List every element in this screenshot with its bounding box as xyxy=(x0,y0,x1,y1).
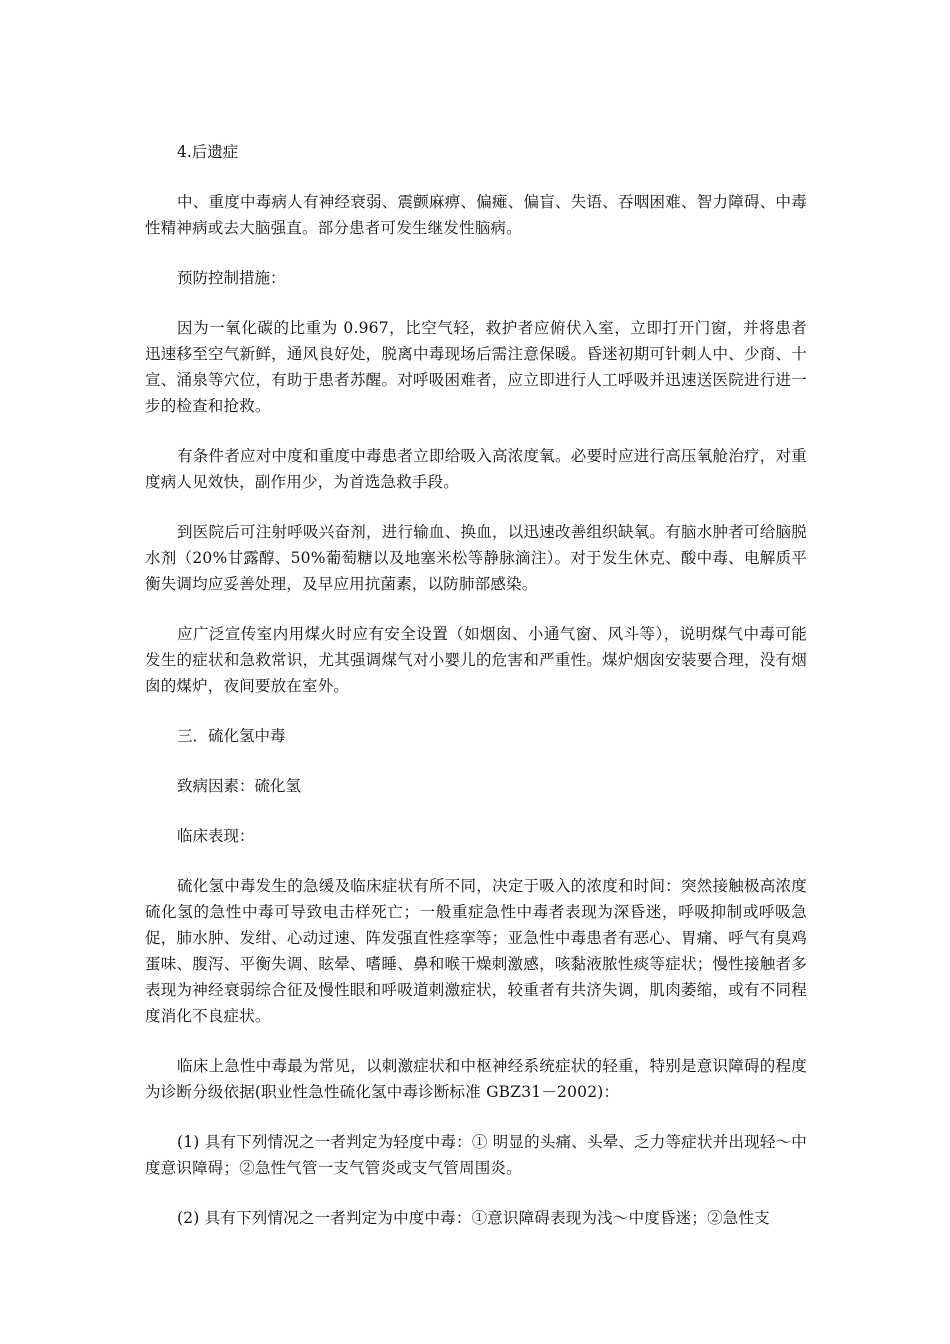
section-heading-clinical: 临床表现： xyxy=(177,827,255,845)
paragraph-public-education: 应广泛宣传室内用煤火时应有安全设置（如烟囱、小通气窗、风斗等），说明煤气中毒可能发生的症状和急救常识，尤其强调煤气对小婴儿的危害和严重性。煤炉烟囱安装要合理，没有烟囱的煤炉，夜间要放在室外。 xyxy=(145,625,807,695)
section-heading-sequelae: 4.后遗症 xyxy=(177,143,239,161)
paragraph-mild-poisoning: (1) 具有下列情况之一者判定为轻度中毒：① 明显的头痛、头晕、乏力等症状并出现轻～中度意识障碍；②急性气管一支气管炎或支气管周围炎。 xyxy=(145,1133,807,1177)
section-heading-cause: 致病因素：硫化氢 xyxy=(177,777,302,795)
paragraph-moderate-poisoning: (2) 具有下列情况之一者判定为中度中毒：①意识障碍表现为浅～中度昏迷；②急性支 xyxy=(177,1209,770,1227)
paragraph-clinical-symptoms: 硫化氢中毒发生的急缓及临床症状有所不同，决定于吸入的浓度和时间：突然接触极高浓度硫化氢的急性中毒可导致电击样死亡；一般重症急性中毒者表现为深昏迷，呼吸抑制或呼吸急促，肺水肿、发绀、心动过速、阵发强直性痉挛等；亚急性中毒患者有恶心、胃痛、呼气有臭鸡蛋味、腹泻、平衡失调、眩晕、嗜睡、鼻和喉干燥刺激感，咳黏液脓性痰等症状；慢性接触者多表现为神经衰弱综合征及慢性眼和呼吸道刺激症状，较重者有共济失调，肌肉萎缩，或有不同程度消化不良症状。 xyxy=(145,877,807,1025)
paragraph-rescue-measures: 因为一氧化碳的比重为 0.967，比空气轻，救护者应俯伏入室，立即打开门窗，并将患者迅速移至空气新鲜，通风良好处，脱离中毒现场后需注意保暖。昏迷初期可针刺人中、少商、十宣、涌泉等穴位，有助于患者苏醒。对呼吸困难者，应立即进行人工呼吸并迅速送医院进行进一步的检查和抢救。 xyxy=(145,319,807,415)
section-heading-prevention: 预防控制措施： xyxy=(177,269,286,287)
paragraph-hospital-treatment: 到医院后可注射呼吸兴奋剂，进行输血、换血，以迅速改善组织缺氧。有脑水肿者可给脑脱水剂（20%甘露醇、50%葡萄糖以及地塞米松等静脉滴注）。对于发生休克、酸中毒、电解质平衡失调均应妥善处理，及早应用抗菌素，以防肺部感染。 xyxy=(145,523,807,593)
paragraph-sequelae-symptoms: 中、重度中毒病人有神经衰弱、震颤麻痹、偏瘫、偏盲、失语、吞咽困难、智力障碍、中毒性精神病或去大脑强直。部分患者可发生继发性脑病。 xyxy=(145,193,807,237)
section-heading-h2s-poisoning: 三．硫化氢中毒 xyxy=(177,727,286,745)
paragraph-diagnosis-criteria: 临床上急性中毒最为常见，以刺激症状和中枢神经系统症状的轻重，特别是意识障碍的程度为诊断分级依据(职业性急性硫化氢中毒诊断标准 GBZ31－2002)： xyxy=(145,1057,807,1101)
document-body xyxy=(145,139,807,1255)
paragraph-oxygen-therapy: 有条件者应对中度和重度中毒患者立即给吸入高浓度氧。必要时应进行高压氧舱治疗，对重度病人见效快，副作用少，为首选急救手段。 xyxy=(145,447,807,491)
